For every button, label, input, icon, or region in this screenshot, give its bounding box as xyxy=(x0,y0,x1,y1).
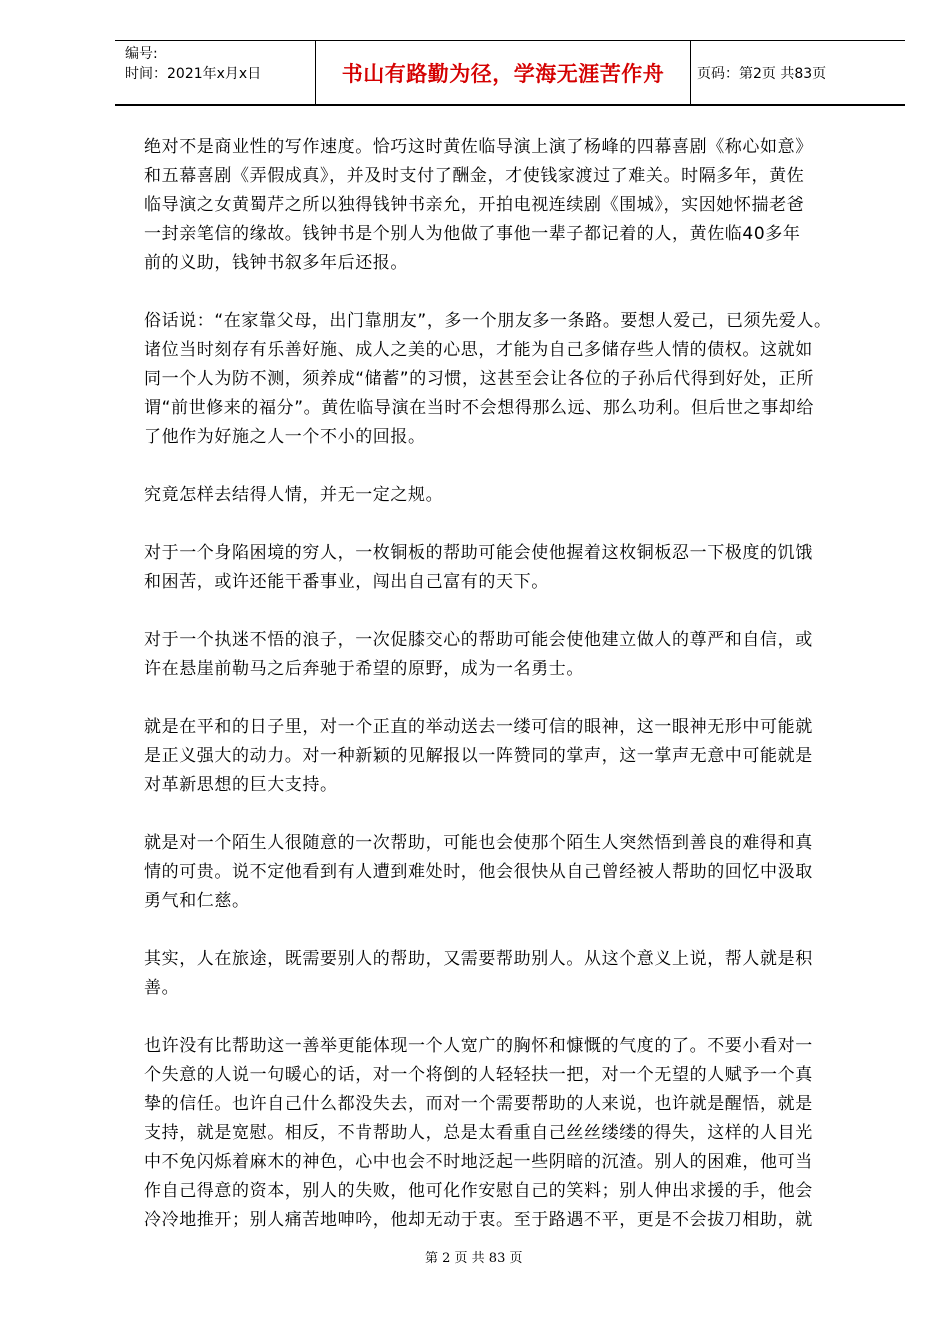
header-motto-cell xyxy=(315,41,691,104)
page-footer xyxy=(0,1247,950,1266)
paragraph: 对于一个身陷困境的穷人，一枚铜板的帮助可能会使他握着这枚铜板忍一下极度的饥饿 和困苦，或许还能干番事业，闯出自己富有的天下。 xyxy=(144,543,813,592)
header-page-info-cell xyxy=(689,41,905,104)
paragraph: 其实，人在旅途，既需要别人的帮助，又需要帮助别人。从这个意义上说，帮人就是积 善。 xyxy=(144,949,813,998)
page-info: 页码：第2页 共83页 xyxy=(697,65,827,82)
paragraph: 就是对一个陌生人很随意的一次帮助，可能也会使那个陌生人突然悟到善良的难得和真 情的可贵。说不定他看到有人遭到难处时，他会很快从自己曾经被人帮助的回忆中汲取 勇气和仁慈。 xyxy=(144,833,813,911)
document-body xyxy=(144,133,884,1264)
paragraph: 俗话说：“在家靠父母，出门靠朋友”，多一个朋友多一条路。要想人爱己，已须先爱人。 诸位当时刻存有乐善好施、成人之美的心思，才能为自己多储存些人情的债权。这就如 同一个人为防不测，须养成“储蓄”的习惯，这甚至会让各位的子孙后代得到好处，正所 谓“前世修来的福分”。黄佐临导演在当时不会想得那么远、那么功利。但后世之事却给 了他作为好施之人一个不小的回报。 xyxy=(144,311,832,447)
paragraph: 绝对不是商业性的写作速度。恰巧这时黄佐临导演上演了杨峰的四幕喜剧《称心如意》 和五幕喜剧《弄假成真》，并及时支付了酬金，才使钱家渡过了难关。时隔多年，黄佐 临导演之女黄蜀芹之所以独得钱钟书亲允，开拍电视连续剧《围城》，实因她怀揣老爸 一封亲笔信的缘故。钱钟书是个别人为他做了事他一辈子都记着的人，黄佐临40多年 前的义助，钱钟书叙多年后还报。 xyxy=(144,137,813,273)
paragraph: 对于一个执迷不悟的浪子，一次促膝交心的帮助可能会使他建立做人的尊严和自信，或 许在悬崖前勒马之后奔驰于希望的原野，成为一名勇士。 xyxy=(144,630,813,679)
paragraph: 究竟怎样去结得人情，并无一定之规。 xyxy=(144,485,444,505)
serial-label: 编号: xyxy=(125,46,158,62)
header-meta xyxy=(115,41,315,104)
paragraph: 也许没有比帮助这一善举更能体现一个人宽广的胸怀和慷慨的气度的了。不要小看对一 个失意的人说一句暖心的话，对一个将倒的人轻轻扶一把，对一个无望的人赋予一个真 挚的信任。也许自己什么都没失去，而对一个需要帮助的人来说，也许就是醒悟，就是 支持，就是宽慰。相反，不肯帮助人，总是太看重自己丝丝缕缕的得失，这样的人目光 中不免闪烁着麻木的神色，心中也会不时地泛起一些阴暗的沉渣。别人的困难，他可当 作自己得意的资本，别人的失败，他可化作安慰自己的笑料；别人伸出求援的手，他会 冷冷地推开；别人痛苦地呻吟，他却无动于衷。至于路遇不平，更是不会拔刀相助，就 xyxy=(144,1036,813,1230)
footer-page-number: 第 2 页 共 83 页 xyxy=(425,1251,523,1266)
motto: 书山有路勤为径，学海无涯苦作舟 xyxy=(341,60,665,86)
date-line: 时间：2021年x月x日 xyxy=(125,66,262,82)
paragraph: 就是在平和的日子里，对一个正直的举动送去一缕可信的眼神，这一眼神无形中可能就 是正义强大的动力。对一种新颖的见解报以一阵赞同的掌声，这一掌声无意中可能就是 对革新思想的巨大支持。 xyxy=(144,717,813,795)
page-header xyxy=(115,40,905,106)
